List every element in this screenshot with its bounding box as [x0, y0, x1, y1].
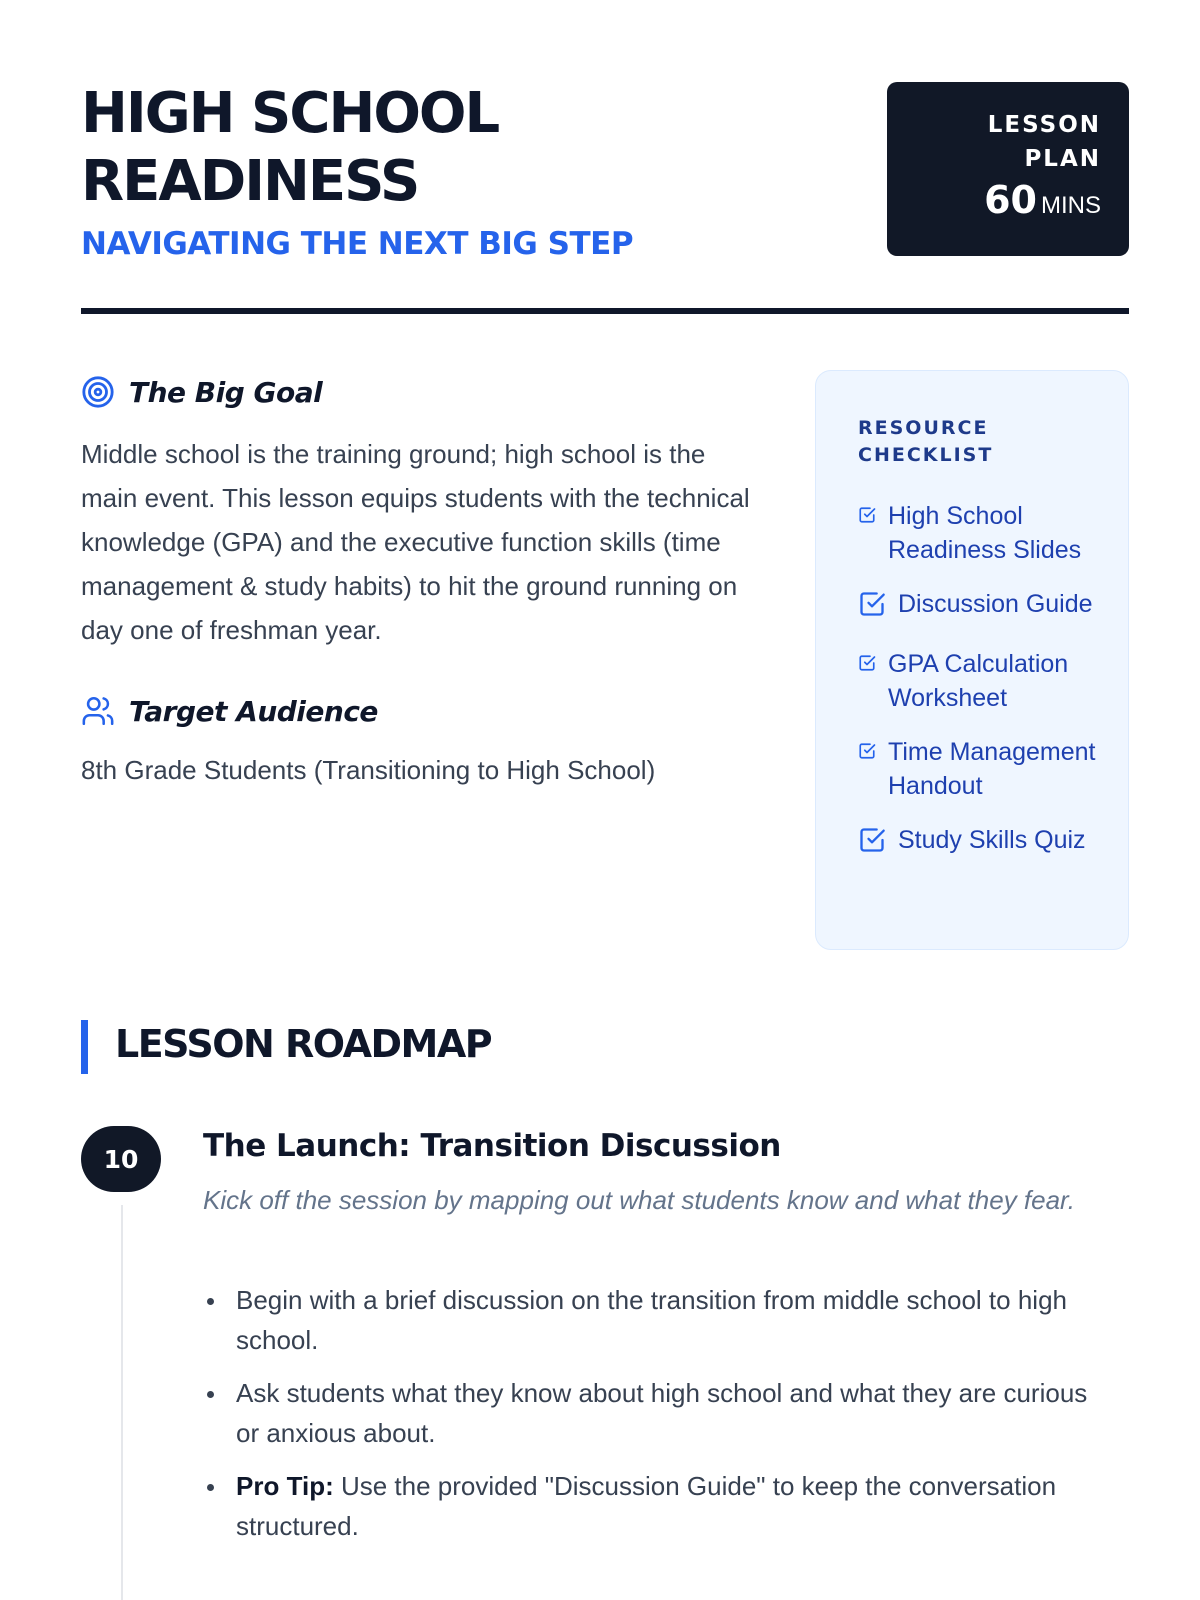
resource-item: [858, 823, 1098, 863]
step-point-text: Begin with a brief discussion on the transition from middle school to high school.: [236, 1285, 1067, 1355]
duration-unit: MINS: [1041, 192, 1101, 219]
checkbox-icon: [858, 499, 876, 533]
step-point: [203, 1466, 1113, 1546]
checkbox-icon: [858, 647, 876, 681]
step-point-text: Use the provided "Discussion Guide" to keep the conversation structured.: [236, 1471, 1057, 1541]
duration: [887, 178, 1101, 222]
audience-heading-text: Target Audience: [129, 694, 378, 728]
step-title: The Launch: Transition Discussion: [203, 1128, 781, 1164]
resource-label: GPA Calculation Worksheet: [888, 650, 1069, 712]
pro-tip-label: Pro Tip:: [236, 1471, 334, 1501]
resource-checklist: [815, 370, 1129, 950]
audience-text: 8th Grade Students (Transitioning to High School): [81, 755, 656, 785]
audience-heading: [81, 694, 378, 728]
header-divider: [81, 308, 1129, 314]
roadmap-accent-bar: [81, 1020, 88, 1074]
step-point: [203, 1280, 1113, 1360]
checkbox-icon: [858, 587, 886, 627]
checkbox-icon: [858, 823, 886, 863]
resource-list: [858, 499, 1098, 863]
users-icon: [81, 694, 129, 728]
resource-item: [858, 499, 1098, 567]
timeline-line: [121, 1205, 123, 1600]
step-description: Kick off the session by mapping out what students know and what they fear.: [203, 1185, 1075, 1215]
resource-item: [858, 647, 1098, 715]
checkbox-icon: [858, 735, 876, 769]
resource-label: Time Management Handout: [888, 738, 1096, 800]
step-point-text: Ask students what they know about high school and what they are curious or anxious about.: [236, 1378, 1088, 1448]
goal-text: Middle school is the training ground; high school is the main event. This lesson equips students with the technical knowledge (GPA) and the executive function skills (time management & study habits) to hit the ground running on day one of freshman year.: [81, 439, 750, 645]
step-points: [203, 1280, 1113, 1559]
resource-checklist-title: RESOURCE CHECKLIST: [858, 417, 994, 466]
resource-item: [858, 735, 1098, 803]
step-point: [203, 1373, 1113, 1453]
resource-label: Discussion Guide: [898, 590, 1093, 618]
goal-heading: [81, 375, 322, 409]
resource-label: Study Skills Quiz: [898, 826, 1086, 854]
resource-label: High School Readiness Slides: [888, 502, 1082, 564]
goal-heading-text: The Big Goal: [129, 375, 323, 409]
roadmap-title: LESSON ROADMAP: [115, 1022, 492, 1066]
badge-label: LESSON PLAN: [987, 112, 1101, 172]
lesson-plan-badge: [887, 82, 1129, 256]
target-icon: [81, 375, 129, 409]
page-title: HIGH SCHOOL READINESS: [81, 81, 499, 214]
page-header: [81, 80, 1129, 315]
resource-item: [858, 587, 1098, 627]
duration-value: 60: [984, 178, 1037, 222]
step-minutes-badge: 10: [81, 1126, 161, 1192]
page-subtitle: NAVIGATING THE NEXT BIG STEP: [81, 226, 634, 262]
